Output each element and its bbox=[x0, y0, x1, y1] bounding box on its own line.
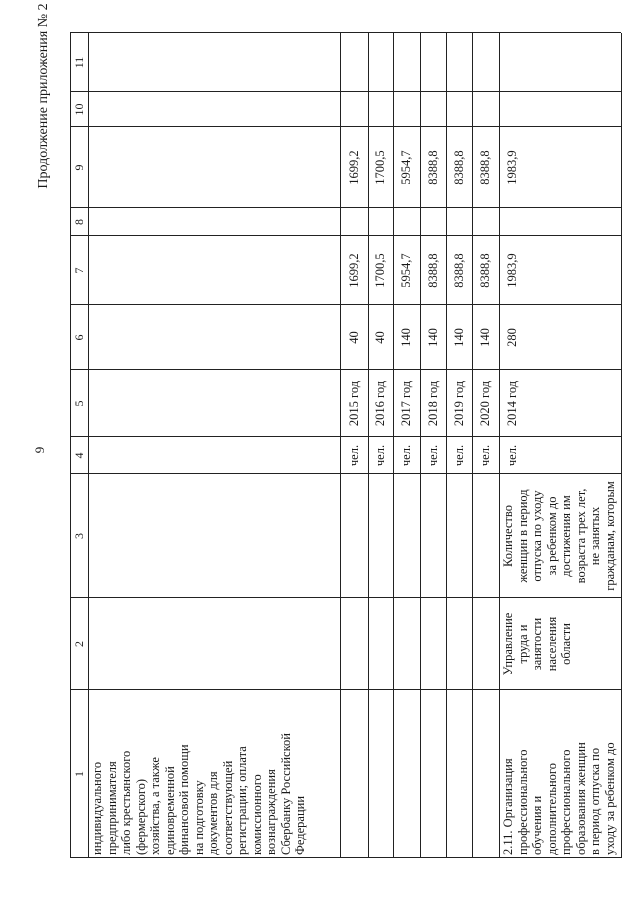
col-num-10: 10 bbox=[72, 103, 86, 116]
cell-c6: 140 bbox=[478, 328, 492, 347]
cell-c6: 40 bbox=[347, 331, 361, 344]
cell-year: 2017 год bbox=[399, 380, 413, 427]
cell-c9: 8388,8 bbox=[478, 150, 492, 185]
grid-line bbox=[70, 598, 621, 599]
cell-c9: 8388,8 bbox=[426, 150, 440, 185]
cell-year: 2016 год bbox=[373, 380, 387, 427]
cell-unit: чел. bbox=[478, 444, 492, 467]
page-number: 9 bbox=[32, 446, 47, 454]
cell-c6: 140 bbox=[426, 328, 440, 347]
col-num-4: 4 bbox=[72, 452, 86, 459]
cell-c7: 8388,8 bbox=[478, 253, 492, 288]
cell-unit: чел. bbox=[452, 444, 466, 467]
cell-unit: чел. bbox=[426, 444, 440, 467]
col-num-7: 7 bbox=[72, 267, 86, 274]
page-header: Продолжение приложения № 2 bbox=[36, 3, 51, 189]
cell-year: 2014 год bbox=[505, 380, 519, 427]
grid-line bbox=[70, 690, 621, 691]
cell-c6: 140 bbox=[452, 328, 466, 347]
cell-c9: 5954,7 bbox=[399, 150, 413, 185]
cell-unit: чел. bbox=[399, 444, 413, 467]
cell-c7: 5954,7 bbox=[399, 253, 413, 288]
col-num-5: 5 bbox=[72, 400, 86, 407]
cell-year: 2015 год bbox=[347, 380, 361, 427]
col-num-6: 6 bbox=[72, 334, 86, 341]
grid-line bbox=[70, 33, 621, 34]
measure-description-2-11: 2.11. Организация профессионального обучения и дополнительного профессионального образования женщин в период отпуска по уходу за ребенком до bbox=[501, 742, 617, 855]
col-num-11: 11 bbox=[72, 56, 86, 69]
col-num-2: 2 bbox=[72, 641, 86, 647]
grid-line bbox=[621, 33, 622, 858]
cell-c7: 8388,8 bbox=[426, 253, 440, 288]
col-num-8: 8 bbox=[72, 219, 86, 225]
cell-unit: чел. bbox=[347, 444, 361, 467]
grid-line bbox=[70, 92, 621, 93]
cell-c9: 1699,2 bbox=[347, 150, 361, 185]
program-table bbox=[70, 33, 621, 858]
col-num-1: 1 bbox=[72, 771, 86, 777]
cell-c7: 1700,5 bbox=[373, 253, 387, 288]
cell-c7: 1983,9 bbox=[505, 253, 519, 288]
cell-c6: 140 bbox=[399, 328, 413, 347]
cell-c9: 1983,9 bbox=[505, 150, 519, 185]
cell-unit: чел. bbox=[373, 444, 387, 467]
cell-c9: 8388,8 bbox=[452, 150, 466, 185]
cell-year: 2019 год bbox=[452, 380, 466, 427]
grid-line bbox=[70, 858, 621, 859]
cell-c6: 40 bbox=[373, 331, 387, 344]
col-num-9: 9 bbox=[72, 164, 86, 171]
cell-year: 2020 год bbox=[478, 380, 492, 427]
responsible-agency: Управление труда и занятости населения области bbox=[501, 612, 573, 676]
col-num-3: 3 bbox=[72, 533, 86, 539]
cell-year: 2018 год bbox=[426, 380, 440, 427]
cell-c6: 280 bbox=[505, 328, 519, 347]
measure-description: индивидуального предпринимателя либо крестьянского (фермерского) хозяйства, а также единовременной финансовой помощи на подготовку документов для соответствующей регистрации; оплата комиссионного вознаграждения Сбербанку Российской Федерации bbox=[90, 733, 307, 855]
cell-c9: 1700,5 bbox=[373, 150, 387, 185]
cell-unit: чел. bbox=[505, 444, 519, 467]
cell-c7: 8388,8 bbox=[452, 253, 466, 288]
cell-c7: 1699,2 bbox=[347, 253, 361, 288]
indicator-name: Количество женщин в период отпуска по уходу за ребенком до достижения им возраста трех лет, не занятых гражданам, которым bbox=[501, 481, 617, 591]
